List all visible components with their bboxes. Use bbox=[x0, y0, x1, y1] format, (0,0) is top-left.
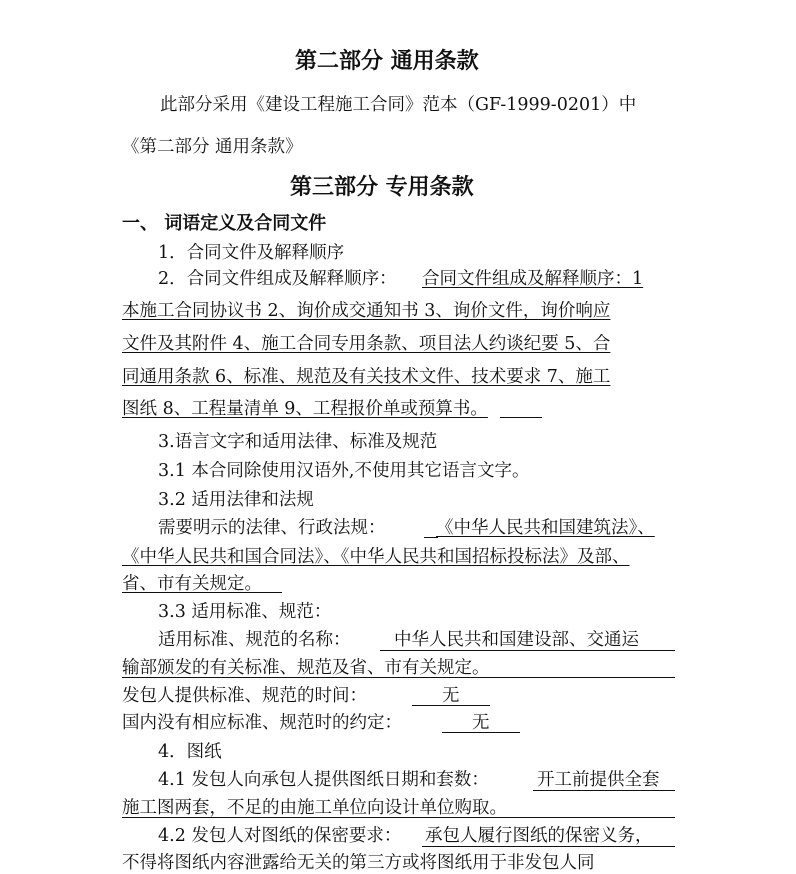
laws-value-line3: 省、市有关规定。 bbox=[122, 574, 262, 594]
item3-3: 3.3 适用标准、规范： bbox=[158, 602, 332, 622]
laws-value-line1: 《中华人民共和国建筑法》、 bbox=[436, 518, 655, 538]
standards-value-line2: 输部颁发的有关标准、规范及省、市有关规定。 bbox=[122, 658, 490, 678]
section1-heading: 一、 词语定义及合同文件 bbox=[122, 213, 327, 234]
item2-value-line1: 合同文件组成及解释顺序：1 bbox=[422, 269, 644, 289]
standards-underline-1 bbox=[380, 650, 675, 651]
item4-2-value-line1: 承包人履行图纸的保密义务， bbox=[425, 826, 653, 846]
item3-heading: 3.语言文字和适用法律、标准及规范 bbox=[158, 432, 438, 452]
standards-none-underline bbox=[442, 732, 520, 733]
standards-time-underline bbox=[412, 705, 490, 706]
item2-underline-end bbox=[500, 417, 542, 418]
item2-value-line3: 文件及其附件 4、施工合同专用条款、项目法人约谈纪要 5、合 bbox=[122, 334, 611, 354]
laws-value-line2: 《中华人民共和国合同法》、《中华人民共和国招标投标法》及部、 bbox=[122, 547, 630, 567]
item4-2-value-line2: 不得将图纸内容泄露给无关的第三方或将图纸用于非发包人同 bbox=[122, 853, 595, 873]
item4-2-label: 4.2 发包人对图纸的保密要求： bbox=[158, 826, 402, 846]
part2-description-line1: 此部分采用《建设工程施工合同》范本（GF-1999-0201）中 bbox=[160, 95, 637, 115]
item4-1-underline-1 bbox=[533, 790, 675, 791]
item4-1-underline-2 bbox=[122, 817, 675, 818]
laws-underline-start bbox=[424, 537, 438, 538]
part2-description-line2: 《第二部分 通用条款》 bbox=[122, 137, 303, 157]
item4-1-label: 4.1 发包人向承包人提供图纸日期和套数： bbox=[158, 770, 489, 790]
item3-2: 3.2 适用法律和法规 bbox=[158, 490, 314, 510]
item1-heading: 1．合同文件及解释顺序 bbox=[158, 243, 345, 263]
standards-underline-2 bbox=[122, 677, 675, 678]
part2-title: 第二部分 通用条款 bbox=[295, 49, 479, 74]
item2-value-line5: 图纸 8、工程量清单 9、工程报价单或预算书。 bbox=[122, 399, 488, 419]
item2-value-line4: 同通用条款 6、标准、规范及有关技术文件、技术要求 7、施工 bbox=[122, 367, 611, 387]
item2-value-line2: 本施工合同协议书 2、询价成交通知书 3、询价文件，询价响应 bbox=[122, 301, 611, 321]
standards-none-label: 国内没有相应标准、规范时的约定： bbox=[122, 713, 402, 733]
item2-label: 2．合同文件组成及解释顺序： bbox=[158, 269, 397, 289]
standards-time-value: 无 bbox=[442, 686, 460, 706]
standards-time-label: 发包人提供标准、规范的时间： bbox=[122, 686, 367, 706]
laws-label: 需要明示的法律、行政法规： bbox=[158, 518, 386, 538]
part3-title: 第三部分 专用条款 bbox=[290, 175, 474, 200]
item3-1: 3.1 本合同除使用汉语外,不使用其它语言文字。 bbox=[158, 461, 530, 481]
standards-none-value: 无 bbox=[472, 713, 490, 733]
item4-1-value-line2: 施工图两套，不足的由施工单位向设计单位购取。 bbox=[122, 798, 507, 818]
item4-heading: 4．图纸 bbox=[158, 742, 222, 762]
standards-label: 适用标准、规范的名称： bbox=[158, 630, 351, 650]
item4-2-underline-1 bbox=[422, 846, 675, 847]
standards-value-line1: 中华人民共和国建设部、交通运 bbox=[394, 630, 639, 650]
laws-underline-end bbox=[256, 592, 282, 593]
item4-1-value-line1: 开工前提供全套 bbox=[537, 770, 660, 790]
